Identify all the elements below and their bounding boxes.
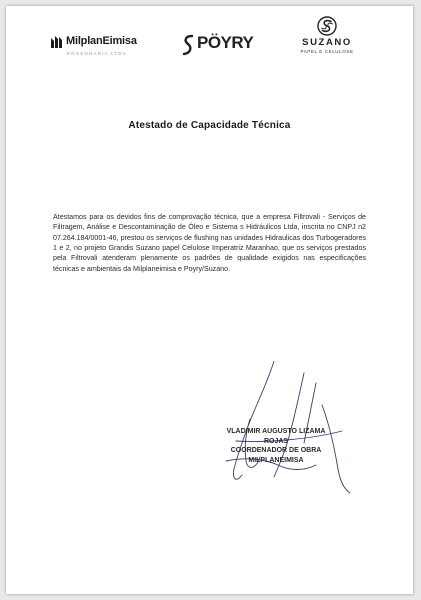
poyry-logo <box>182 33 258 63</box>
signature-block <box>196 427 356 465</box>
document-title: Atestado de Capacidade Técnica <box>128 120 291 131</box>
suzano-logo <box>296 16 356 58</box>
body-paragraph: Atestamos para os devidos fins de comprovação técnica, que a empresa Filtrovali - Serviços de Filtragem, Análise e Descontaminação de Óleo e Sistema s Hidráulicos Ltda, inscrita no CNPJ n2 07.264.184/0001-46, prestou os serviços de flushing nas unidades Hidraulicas dos Turbogeradores 1 e 2, no projeto Grandis Suzano papel Celulose Imperatriz Maranhao, que os serviços prestados pela Filtrovali atenderam plenamente os padrões de qualidade exigidos nas especificações técnicas e ambientais da Milplaneimisa e Poyry/Suzano. <box>53 213 366 273</box>
document-page <box>6 6 413 594</box>
poyry-logo-text: PÖYRY <box>197 33 254 52</box>
suzano-logo-icon <box>317 16 337 36</box>
milplan-logo-text: MilplanEimisa <box>66 35 137 47</box>
milplan-logo-subtitle: ENGENHARIA LTDA <box>67 51 127 56</box>
signer-name-continued: ROJAS <box>263 437 289 445</box>
suzano-logo-subtitle: PAPEL E CELULOSE <box>300 49 354 54</box>
signer-role: COORDENADOR DE OBRA <box>230 447 322 454</box>
milplan-logo-icon <box>50 35 64 49</box>
signer-name: VLADIMIR AUGUSTO LIZAMA <box>226 428 326 435</box>
signer-company: MILPLANEIMISA <box>248 456 304 464</box>
suzano-logo-text: SUZANO <box>302 37 352 48</box>
poyry-logo-icon <box>182 34 194 56</box>
milplan-logo <box>50 32 162 66</box>
